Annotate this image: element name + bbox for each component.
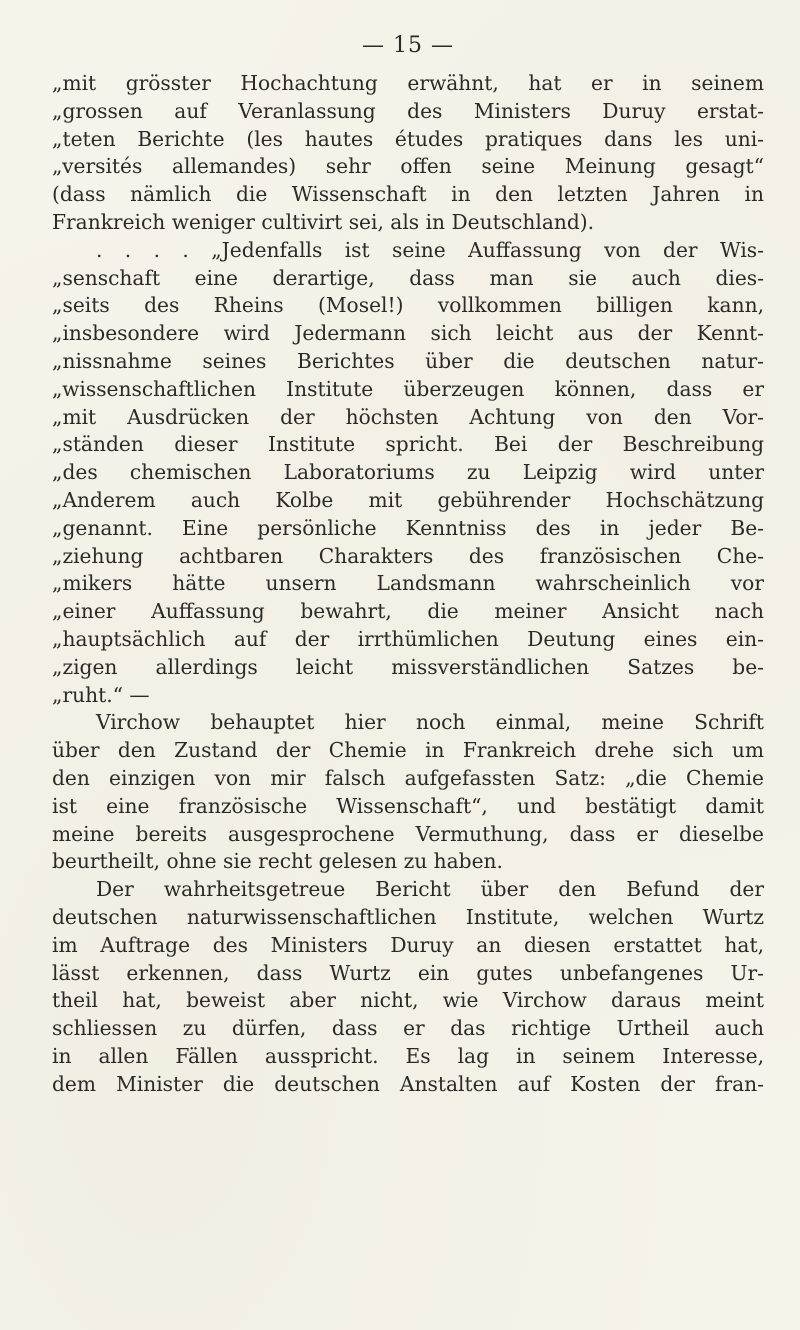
text-line: „genannt. Eine persönliche Kenntniss des in jeder Be-	[52, 515, 764, 540]
text-line: „einer Auffassung bewahrt, die meiner Ansicht nach	[52, 599, 764, 624]
paragraph-1	[52, 70, 764, 237]
page-number: — 15 —	[362, 33, 454, 58]
text-line: „Anderem auch Kolbe mit gebührender Hochschätzung	[52, 487, 764, 512]
text-line: Virchow behauptet hier noch einmal, meine Schrift	[96, 710, 764, 735]
text-line: „zigen allerdings leicht missverständlichen Satzes be-	[52, 654, 764, 679]
text-line: „mit grösster Hochachtung erwähnt, hat er in seinem	[52, 71, 764, 95]
text-line: „des chemischen Laboratoriums zu Leipzig wird unter	[52, 460, 764, 485]
text-line: theil hat, beweist aber nicht, wie Virchow daraus meint	[52, 988, 764, 1013]
text-line: „mit Ausdrücken der höchsten Achtung von den Vor-	[52, 404, 764, 429]
text-line: „senschaft eine derartige, dass man sie auch dies-	[52, 265, 764, 290]
text-line: lässt erkennen, dass Wurtz ein gutes unbefangenes Ur-	[52, 960, 764, 985]
text-line: über den Zustand der Chemie in Frankreich drehe sich um	[52, 738, 764, 763]
text-line: „versités allemandes) sehr offen seine Meinung gesagt“	[52, 154, 764, 179]
text-line: „teten Berichte (les hautes études pratiques dans les uni-	[52, 126, 764, 151]
text-line: dem Minister die deutschen Anstalten auf Kosten der fran-	[52, 1071, 764, 1096]
text-line: „seits des Rheins (Mosel!) vollkommen billigen kann,	[52, 293, 764, 318]
text-line: schliessen zu dürfen, dass er das richtige Urtheil auch	[52, 1016, 764, 1041]
text-line: meine bereits ausgesprochene Vermuthung, dass er dieselbe	[52, 821, 764, 846]
text-line: „nissnahme seines Berichtes über die deutschen natur-	[52, 348, 764, 373]
text-line: den einzigen von mir falsch aufgefassten Satz: „die Chemie	[52, 765, 764, 790]
text-line: „ziehung achtbaren Charakters des französischen Che-	[52, 543, 764, 568]
text-line: ist eine französische Wissenschaft“, und bestätigt damit	[52, 793, 764, 818]
paragraph-2	[52, 237, 764, 710]
text-line: „ständen dieser Institute spricht. Bei der Beschreibung	[52, 432, 764, 457]
text-line: deutschen naturwissenschaftlichen Institute, welchen Wurtz	[52, 904, 764, 929]
text-line: in allen Fällen ausspricht. Es lag in seinem Interesse,	[52, 1043, 764, 1068]
text-line: . . . . „Jedenfalls ist seine Auffassung von der Wis-	[96, 237, 764, 262]
text-line: „grossen auf Veranlassung des Ministers Duruy erstat-	[52, 98, 764, 123]
text-line: beurtheilt, ohne sie recht gelesen zu haben.	[52, 849, 503, 874]
text-line: Der wahrheitsgetreue Bericht über den Befund der	[96, 877, 764, 902]
text-line: Frankreich weniger cultivirt sei, als in Deutschland).	[52, 209, 595, 234]
text-line: (dass nämlich die Wissenschaft in den letzten Jahren in	[52, 182, 764, 207]
text-line: „hauptsächlich auf der irrthümlichen Deutung eines ein-	[52, 626, 764, 651]
text-line: im Auftrage des Ministers Duruy an diesen erstattet hat,	[52, 932, 764, 957]
paragraph-4	[52, 876, 764, 1098]
text-line: „wissenschaftlichen Institute überzeugen können, dass er	[52, 376, 764, 401]
text-line: „mikers hätte unsern Landsmann wahrscheinlich vor	[52, 571, 764, 596]
text-line: „insbesondere wird Jedermann sich leicht aus der Kennt-	[52, 321, 764, 346]
paragraph-3	[52, 709, 764, 876]
text-line: „ruht.“ —	[52, 682, 150, 707]
